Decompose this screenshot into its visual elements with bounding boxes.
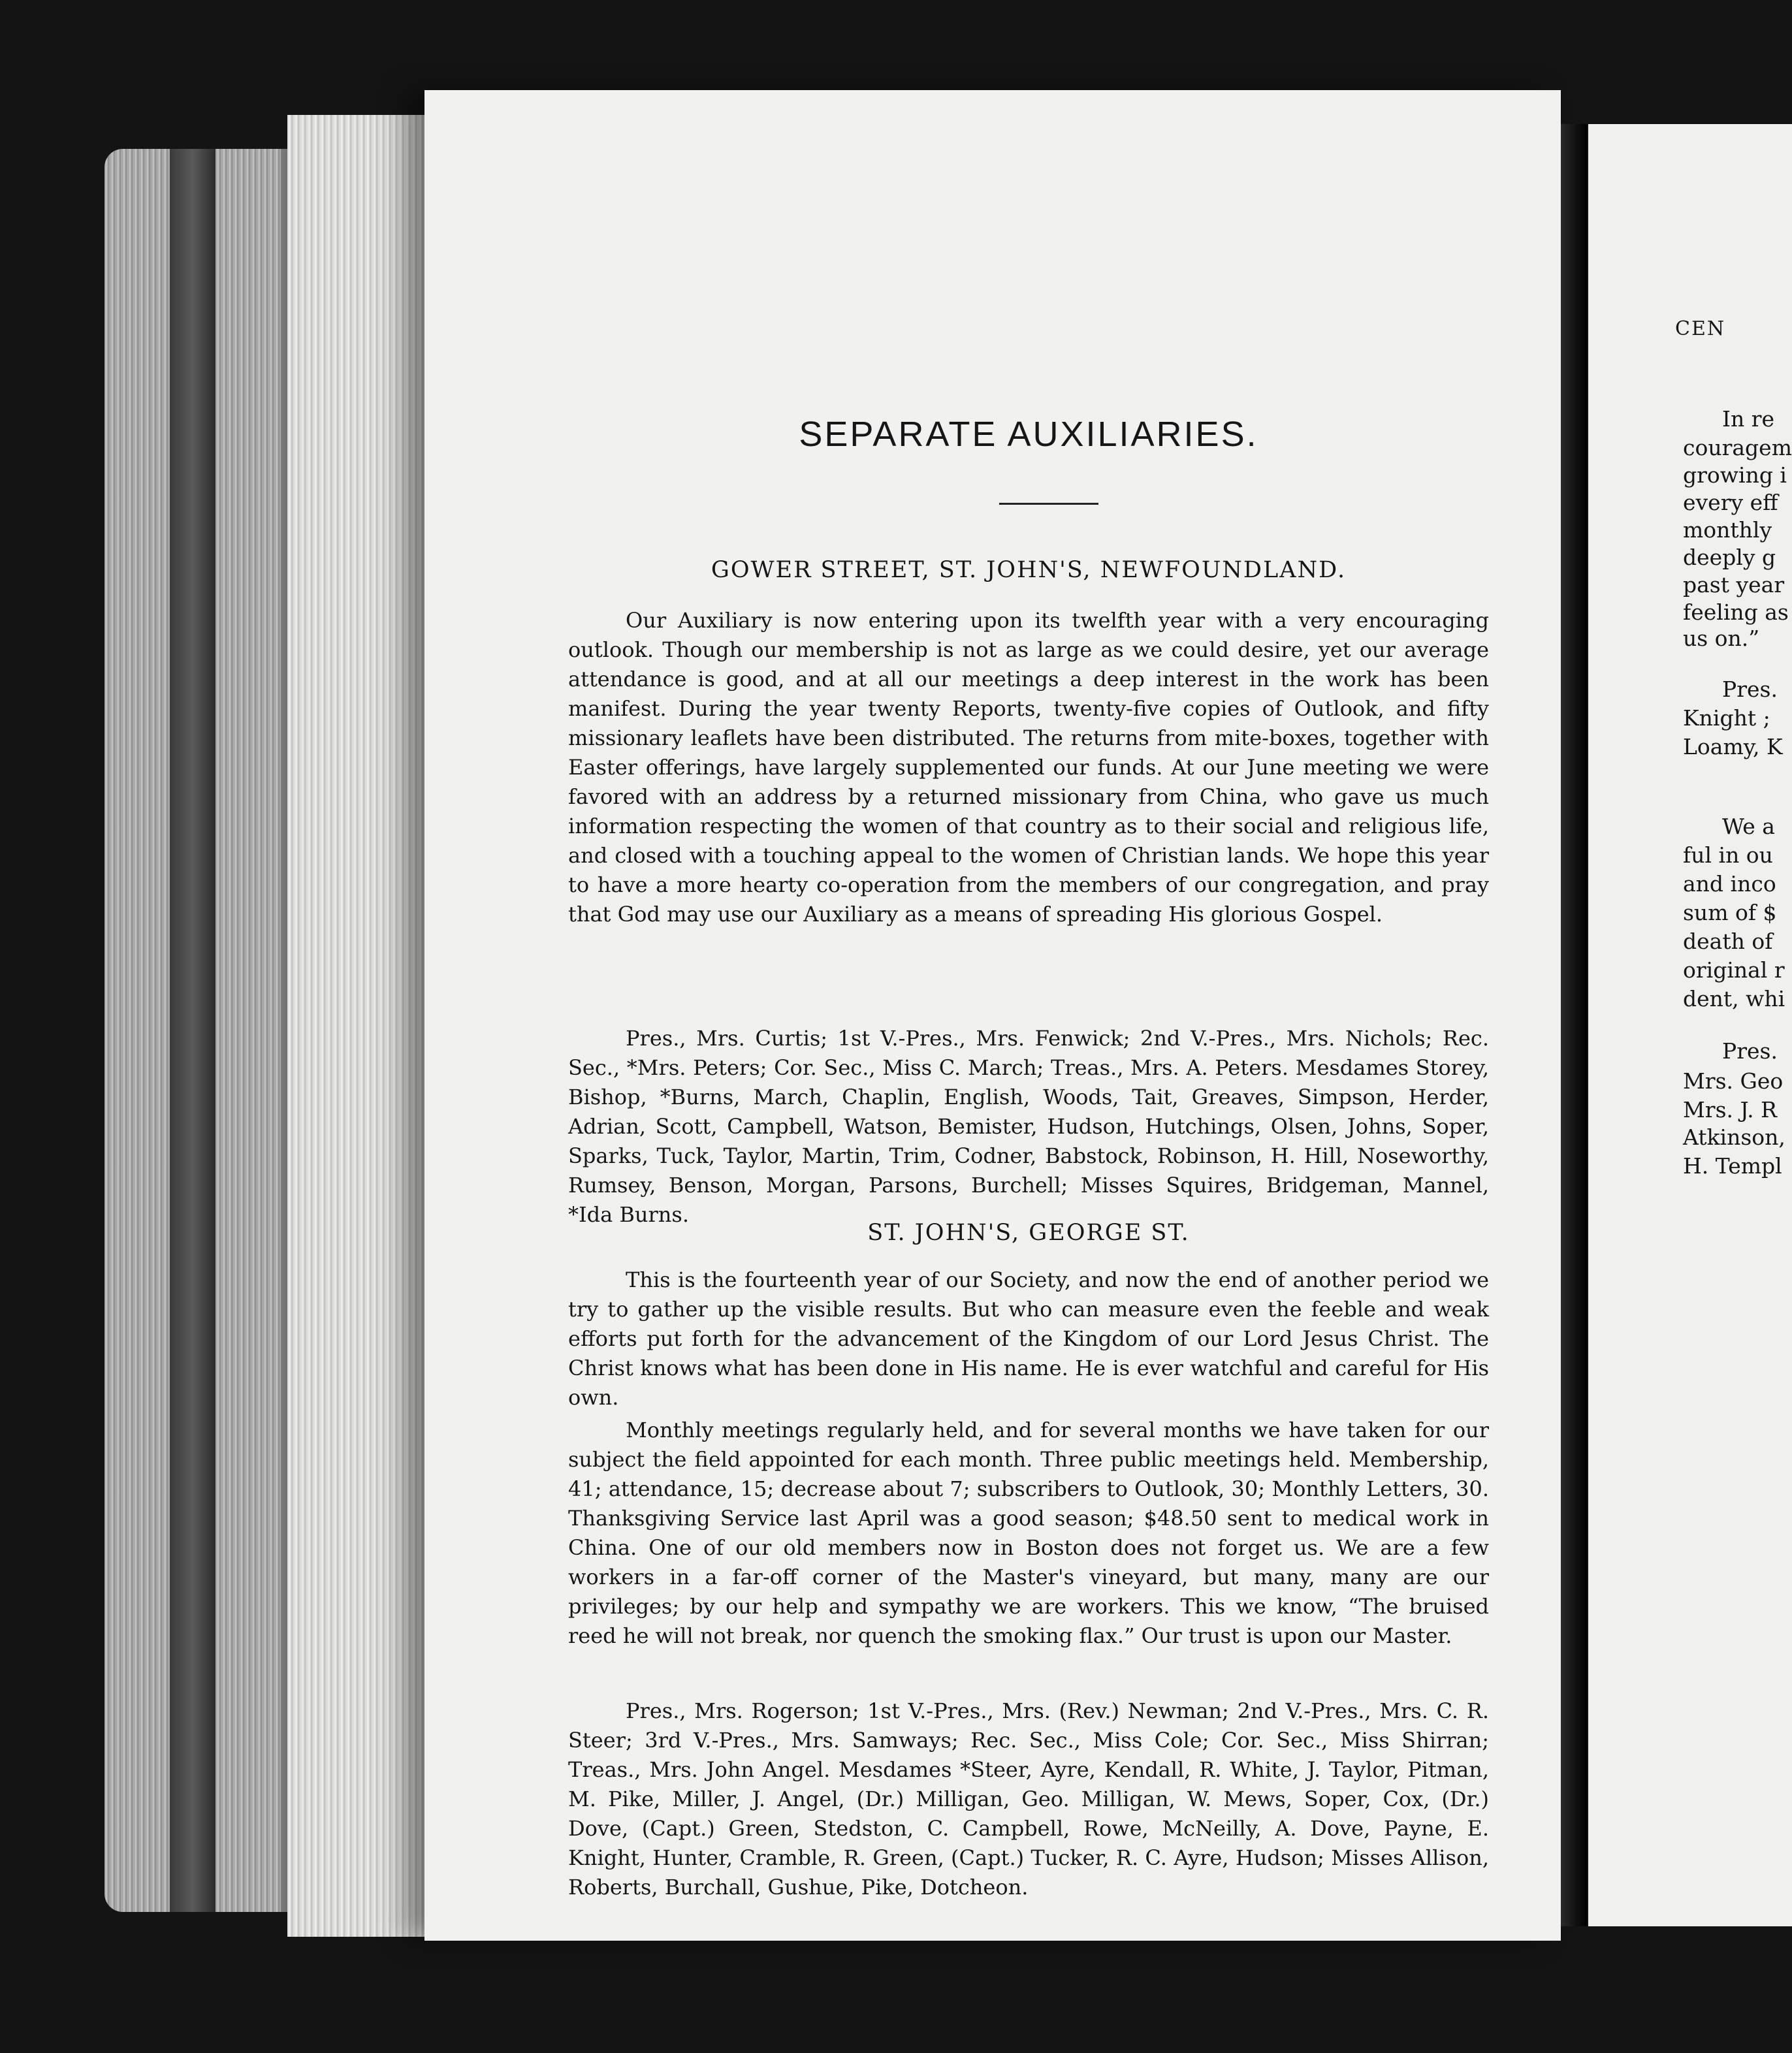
right-page-line: Atkinson, — [1683, 1124, 1785, 1150]
right-page-line: death of — [1683, 929, 1773, 954]
section-heading-george-street: ST. JOHN'S, GEORGE ST. — [867, 1220, 1190, 1246]
george-street-report-continued: Monthly meetings regularly held, and for several months we have taken for our subject the field appointed for each month. Three public meetings held. Membership, 41; attendance, 15; decrease about 7; subscribers to Outlook, 30; Monthly Letters, 30. Thanksgiving Service last April was a good season; $48.50 sent to medical work in China. One of our old members now in Boston does not forget us. We are a few workers in a far-off corner of the Master's vineyard, but many, many are our privileges; by our help and sympathy we are workers. This we know, “The bruised reed he will not break, nor quench the smoking flax.” Our trust is upon our Master. — [568, 1418, 1489, 1648]
right-page-line: deeply g — [1683, 545, 1776, 570]
right-page-line: every eff — [1683, 490, 1778, 515]
right-page-line: Loamy, K — [1683, 734, 1783, 759]
page-edge-shadow — [170, 149, 216, 1912]
section-heading-gower-street: GOWER STREET, ST. JOHN'S, NEWFOUNDLAND. — [711, 557, 1347, 583]
right-page-line: Pres. — [1722, 1038, 1778, 1064]
book-gutter — [1561, 124, 1587, 1926]
right-page-line: dent, whi — [1683, 986, 1785, 1011]
george-street-officers: Pres., Mrs. Rogerson; 1st V.-Pres., Mrs. (Rev.) Newman; 2nd V.-Pres., Mrs. C. R. Steer; 3rd V.-Pres., Mrs. Samways; Rec. Sec., Miss Cole; Cor. Sec., Miss Shirran; Treas., Mrs. John Angel. Mesdames *Steer, Ayre, Kendall, R. White, J. Taylor, Pitman, M. Pike, Miller, J. Angel, (Dr.) Milligan, Geo. Milligan, W. Mews, Soper, Cox, (Dr.) Dove, (Capt.) Green, Stedston, C. Campbell, Rowe, McNeilly, A. Dove, Payne, E. Knight, Hunter, Cramble, R. Green, (Capt.) Tucker, R. C. Ayre, Hudson; Misses Allison, Roberts, Burchall, Gushue, Pike, Dotcheon. — [568, 1698, 1489, 1900]
right-page-line: feeling as — [1683, 599, 1789, 625]
right-page-heading: CEN — [1675, 317, 1726, 340]
right-page-line: Knight ; — [1683, 705, 1770, 731]
left-page — [424, 90, 1561, 1941]
right-page — [1588, 124, 1792, 1926]
page-stack-edges — [287, 115, 431, 1937]
right-page-line: H. Templ — [1683, 1153, 1782, 1179]
gower-street-report: Our Auxiliary is now entering upon its twelfth year with a very encouraging outlook. Though our membership is not as large as we could desire, yet our average attendance is good, and at all our meetings a deep interest in the work has been manifest. During the year twenty Reports, twenty-five copies of Outlook, and fifty missionary leaflets have been distributed. The returns from mite-boxes, together with Easter offerings, have largely supplemented our funds. At our June meeting we were favored with an address by a returned missionary from China, who gave us much information respecting the women of that country as to their social and religious life, and closed with a touching appeal to the women of Christian lands. We hope this year to have a more hearty co-operation from the members of our congregation, and pray that God may use our Auxiliary as a means of spreading His glorious Gospel. — [568, 608, 1489, 927]
right-page-line: us on.” — [1683, 626, 1760, 651]
right-page-line: original r — [1683, 957, 1785, 983]
right-page-line: growing i — [1683, 462, 1787, 488]
right-page-line: and inco — [1683, 871, 1776, 897]
right-page-line: We a — [1722, 814, 1775, 839]
gower-street-officers: Pres., Mrs. Curtis; 1st V.-Pres., Mrs. Fenwick; 2nd V.-Pres., Mrs. Nichols; Rec. Sec., *Mrs. Peters; Cor. Sec., Miss C. March; Treas., Mrs. A. Peters. Mesdames Storey, Bishop, *Burns, March, Chaplin, English, Woods, Tait, Greaves, Simpson, Herder, Adrian, Scott, Campbell, Watson, Bemister, Hudson, Hutchings, Olsen, Johns, Soper, Sparks, Tuck, Taylor, Martin, Trim, Codner, Babstock, Robinson, H. Hill, Noseworthy, Rumsey, Benson, Morgan, Parsons, Burchell; Misses Squires, Bridgeman, Mannel, *Ida Burns. — [568, 1026, 1489, 1227]
george-street-report: This is the fourteenth year of our Society, and now the end of another period we try to gather up the visible results. But who can measure even the feeble and weak efforts put forth for the advancement of the Kingdom of our Lord Jesus Christ. The Christ knows what has been done in His name. He is ever watchful and careful for His own. — [568, 1267, 1489, 1410]
right-page-line: Pres. — [1722, 676, 1778, 702]
right-page-line: past year — [1683, 572, 1785, 597]
right-page-line: In re — [1722, 406, 1775, 432]
right-page-line: Mrs. J. R — [1683, 1097, 1777, 1122]
right-page-line: couragem — [1683, 435, 1792, 460]
page-title: SEPARATE AUXILIARIES. — [799, 415, 1258, 454]
right-page-line: monthly — [1683, 517, 1772, 543]
right-page-line: ful in ou — [1683, 842, 1773, 868]
right-page-line: Mrs. Geo — [1683, 1068, 1784, 1094]
right-page-line: sum of $ — [1683, 900, 1777, 925]
book-page-edges — [104, 149, 313, 1912]
title-divider — [999, 503, 1098, 505]
